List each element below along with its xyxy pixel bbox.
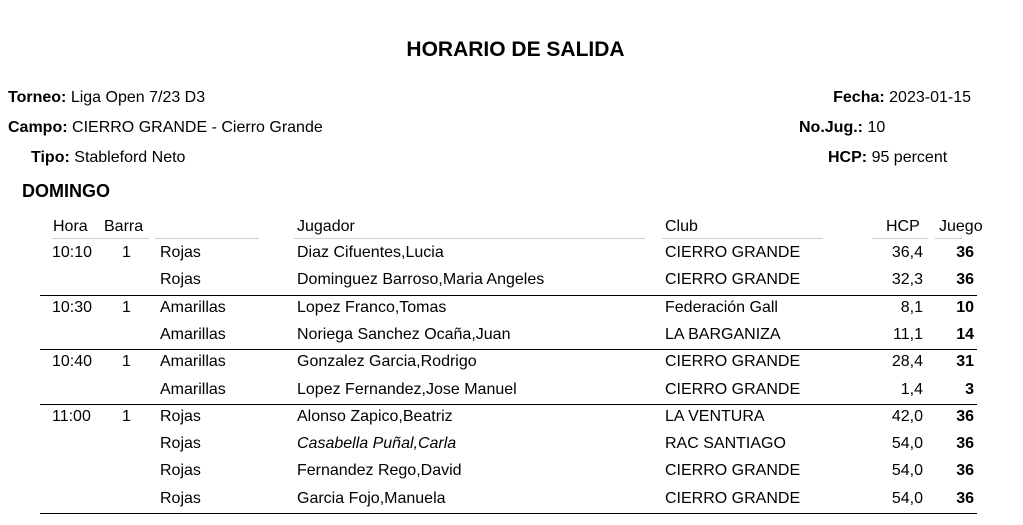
tee-color: Rojas bbox=[160, 462, 201, 480]
player-name: Garcia Fojo,Manuela bbox=[297, 489, 446, 507]
col-barra: Barra bbox=[104, 218, 144, 235]
header-underline bbox=[662, 238, 823, 239]
header-underline bbox=[935, 238, 962, 239]
player-juego: 36 bbox=[956, 462, 974, 480]
hcp-info bbox=[828, 149, 947, 167]
player-juego: 3 bbox=[965, 380, 974, 398]
fecha-label: Fecha: bbox=[833, 89, 885, 106]
player-juego: 36 bbox=[956, 244, 974, 261]
player-hcp: 1,4 bbox=[900, 380, 923, 398]
player-juego: 31 bbox=[956, 353, 974, 371]
group-separator bbox=[40, 513, 977, 514]
page-title: HORARIO DE SALIDA bbox=[406, 38, 625, 61]
tipo-label: Tipo: bbox=[31, 149, 70, 166]
tee-color: Amarillas bbox=[160, 325, 226, 343]
nojug-value: 10 bbox=[867, 119, 886, 136]
player-name: Lopez Fernandez,Jose Manuel bbox=[297, 380, 517, 398]
campo-label: Campo: bbox=[8, 119, 68, 136]
tee-time: 10:30 bbox=[52, 298, 93, 316]
header-underline bbox=[155, 238, 259, 239]
tee-color: Amarillas bbox=[160, 298, 226, 316]
group-separator bbox=[40, 349, 977, 350]
player-name: Casabella Puñal,Carla bbox=[297, 435, 457, 453]
player-hcp: 54,0 bbox=[891, 462, 923, 480]
group-separator bbox=[40, 404, 977, 405]
player-club: RAC SANTIAGO bbox=[665, 435, 786, 453]
tee-color: Rojas bbox=[160, 244, 201, 261]
player-hcp: 28,4 bbox=[891, 353, 923, 371]
player-hcp: 36,4 bbox=[891, 244, 923, 261]
player-hcp: 11,1 bbox=[893, 325, 923, 343]
player-club: CIERRO GRANDE bbox=[665, 380, 801, 398]
player-hcp: 32,3 bbox=[891, 271, 923, 289]
header-underline bbox=[294, 238, 645, 239]
fecha-info bbox=[833, 89, 971, 107]
col-hcp: HCP bbox=[886, 218, 920, 235]
torneo-value: Liga Open 7/23 D3 bbox=[70, 89, 206, 106]
nojug-label: No.Jug.: bbox=[799, 119, 863, 136]
col-club: Club bbox=[665, 218, 698, 235]
torneo-info bbox=[8, 89, 205, 107]
group-separator bbox=[40, 295, 977, 296]
player-juego: 36 bbox=[956, 407, 974, 425]
nojug-info bbox=[799, 119, 885, 137]
player-club: Federación Gall bbox=[665, 298, 778, 316]
player-club: CIERRO GRANDE bbox=[665, 353, 801, 371]
tee-time: 11:00 bbox=[52, 407, 91, 425]
col-jugador: Jugador bbox=[297, 218, 355, 235]
player-name: Noriega Sanchez Ocaña,Juan bbox=[297, 325, 511, 343]
tee-color: Rojas bbox=[160, 435, 201, 453]
tee-color: Amarillas bbox=[160, 353, 226, 371]
day-heading: DOMINGO bbox=[22, 181, 110, 201]
tipo-value: Stableford Neto bbox=[74, 149, 186, 166]
player-club: LA BARGANIZA bbox=[665, 325, 781, 343]
col-hora: Hora bbox=[53, 218, 88, 235]
player-juego: 14 bbox=[956, 325, 974, 343]
tee-color: Rojas bbox=[160, 271, 201, 289]
player-hcp: 8,1 bbox=[900, 298, 923, 316]
player-juego: 36 bbox=[956, 435, 974, 453]
tee-number: 1 bbox=[122, 407, 131, 425]
tee-time: 10:40 bbox=[52, 353, 93, 371]
player-name: Diaz Cifuentes,Lucia bbox=[297, 244, 444, 261]
torneo-label: Torneo: bbox=[8, 89, 67, 106]
player-name: Fernandez Rego,David bbox=[297, 462, 462, 480]
campo-value: CIERRO GRANDE - Cierro Grande bbox=[72, 119, 323, 136]
tee-time: 10:10 bbox=[52, 244, 93, 261]
player-juego: 36 bbox=[956, 489, 974, 507]
fecha-value: 2023-01-15 bbox=[889, 89, 971, 106]
player-club: CIERRO GRANDE bbox=[665, 462, 801, 480]
player-name: Alonso Zapico,Beatriz bbox=[297, 407, 453, 425]
tee-color: Rojas bbox=[160, 407, 201, 425]
player-hcp: 54,0 bbox=[891, 489, 923, 507]
player-juego: 36 bbox=[956, 271, 974, 289]
tee-color: Amarillas bbox=[160, 380, 226, 398]
player-name: Dominguez Barroso,Maria Angeles bbox=[297, 271, 545, 289]
tee-number: 1 bbox=[122, 353, 131, 371]
player-name: Gonzalez Garcia,Rodrigo bbox=[297, 353, 477, 371]
tee-color: Rojas bbox=[160, 489, 201, 507]
player-club: CIERRO GRANDE bbox=[665, 244, 801, 261]
header-underline bbox=[872, 238, 928, 239]
player-juego: 10 bbox=[956, 298, 974, 316]
tee-number: 1 bbox=[122, 298, 131, 316]
player-hcp: 42,0 bbox=[891, 407, 923, 425]
header-underline bbox=[52, 238, 149, 239]
player-club: CIERRO GRANDE bbox=[665, 489, 801, 507]
hcp-label: HCP: bbox=[828, 149, 868, 166]
campo-info bbox=[8, 119, 323, 137]
player-club: LA VENTURA bbox=[665, 407, 765, 425]
player-name: Lopez Franco,Tomas bbox=[297, 298, 447, 316]
player-club: CIERRO GRANDE bbox=[665, 271, 801, 289]
player-hcp: 54,0 bbox=[891, 435, 923, 453]
col-juego: Juego bbox=[939, 218, 983, 235]
hcp-value: 95 percent bbox=[871, 149, 948, 166]
tee-number: 1 bbox=[122, 244, 131, 261]
tipo-info bbox=[31, 149, 185, 167]
